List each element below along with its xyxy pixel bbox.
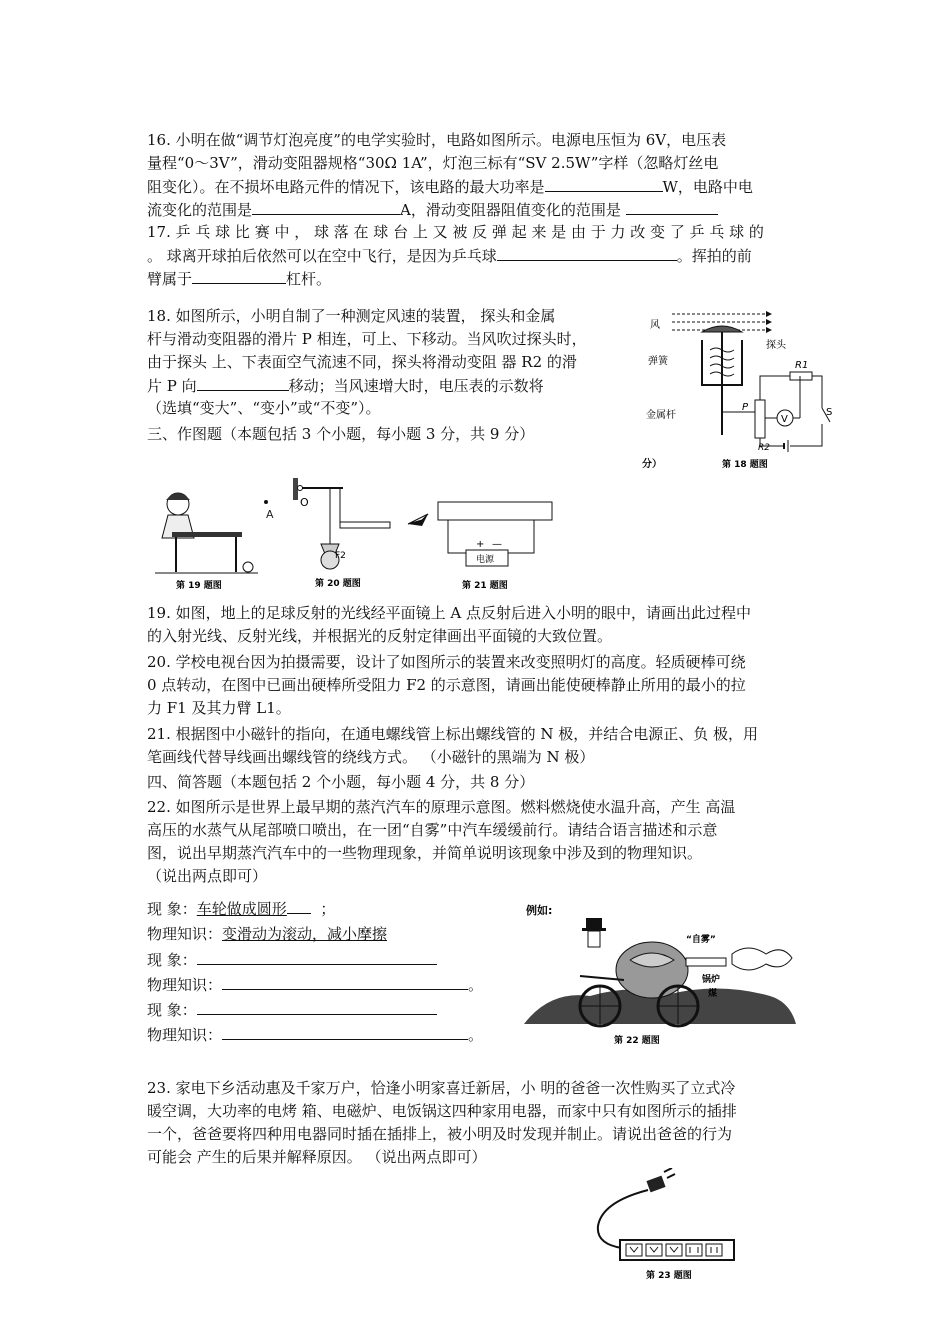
fig19-football — [243, 562, 253, 572]
fig18-r1 — [790, 372, 812, 380]
answer-blank-inertia[interactable] — [497, 245, 677, 261]
fig18-v-label: V — [781, 414, 788, 425]
q21-line2: 笔画线代替导线画出螺线管的绕线方式。 （小磁针的黑端为 N 极） — [147, 748, 595, 766]
fig21-power-label: 电源 — [476, 555, 495, 565]
fig19-point-a: A — [266, 508, 274, 521]
q17-line3-tail: 杠杆。 — [286, 270, 332, 288]
answer-blank-knowledge-1[interactable] — [222, 974, 468, 990]
q17-line1: 17. 乒 乓 球 比 赛 中 ， 球 落 在 球 台 上 又 被 反 弹 起 来 是 由 于 力 改 变 了 乒 乓 球 的 — [147, 223, 764, 241]
section-3-title: 三、作图题（本题包括 3 个小题，每小题 3 分，共 9 分） — [147, 425, 535, 443]
fig18-probe — [702, 326, 742, 332]
fig21-minus: — — [492, 539, 502, 550]
figure-21-diagram — [400, 498, 560, 592]
q19-line1: 19. 如图，地上的足球反射的光线经平面镜上 A 点反射后进入小明的眼中，请画出此过程中 — [147, 604, 751, 622]
fig20-f2-label: F2 — [335, 551, 346, 561]
q20-line1: 20. 学校电视台因为拍摄需要，设计了如图所示的装置来改变照明灯的高度。轻质硬棒可绕 — [147, 653, 746, 671]
q22-period-2: 。 — [468, 1026, 484, 1044]
q22-phenomenon-label-1: 现 象： — [147, 951, 197, 969]
q18-line5: （选填“变大”、“变小”或“不变”）。 — [147, 399, 381, 417]
q22-line3: 图，说出早期蒸汽汽车中的一些物理现象，并简单说明该现象中涉及到的物理知识。 — [147, 844, 703, 862]
q22-answer-row-1 — [147, 949, 437, 970]
fig22-fog-label: “自雾” — [686, 935, 716, 945]
q20-line2: 0 点转动，在图中已画出硬棒所受阻力 F2 的示意图，请画出能使硬棒静止所用的最小的拉 — [147, 676, 746, 694]
q18-line3: 由于探头 上、下表面空气流速不同，探头将滑动变阻 器 R2 的滑 — [147, 353, 577, 371]
q18-line4 — [147, 375, 544, 396]
q22-answer-row-4 — [147, 1024, 483, 1045]
fig21-plus: + — [476, 539, 485, 550]
q16-line4-text2: A，滑动变阻器阻值变化的范围是 — [400, 201, 621, 219]
q22-answer-row-2 — [147, 974, 483, 995]
q19-line2: 的入射光线、反射光线，并根据光的反射定律画出平面镜的大致位置。 — [147, 627, 613, 645]
fig18-fen-label: 分） — [642, 459, 662, 470]
figure-23-diagram — [592, 1168, 742, 1286]
fig22-example-label: 例如: — [526, 904, 553, 917]
q16-line3-unit: W，电路中电 — [662, 178, 753, 196]
figure-18-diagram — [640, 300, 840, 475]
q22-example-value-2: 变滑动为滚动，减小摩擦 — [222, 925, 388, 943]
answer-blank-phenomenon-2[interactable] — [197, 999, 437, 1015]
fig21-caption: 第 21 题图 — [462, 581, 508, 591]
q16-line2: 量程“0～3V”，滑动变阻器规格“30Ω 1A”，灯泡三标有“SV 2.5W”字样（忽略灯丝电 — [147, 154, 719, 172]
figure-22-diagram — [520, 898, 810, 1048]
fig20-o-label: O — [300, 496, 309, 509]
q22-knowledge-label-1: 物理知识： — [147, 976, 223, 994]
q16-line3-text: 阻变化）。在不损坏电路元件的情况下，该电路的最大功率是 — [147, 178, 545, 196]
q16-line3 — [147, 176, 753, 197]
fig22-caption: 第 22 题图 — [614, 1036, 660, 1046]
figure-19-diagram — [150, 480, 260, 592]
fig18-r2-label: R2 — [758, 443, 770, 453]
figure-22-steam-car — [520, 898, 810, 1048]
fig19-point-a-dot — [264, 500, 268, 504]
figure-19 — [150, 480, 260, 592]
fig20-stand — [340, 522, 390, 528]
q22-line4: （说出两点即可） — [147, 867, 268, 885]
q22-example-phenomenon — [147, 898, 335, 919]
q16-line4-text: 流变化的范围是 — [147, 201, 253, 219]
q18-line4-text: 片 P 向 — [147, 377, 197, 395]
q20-line3: 力 F1 及其力臂 L1。 — [147, 699, 291, 717]
figure-23-power-strip — [592, 1168, 742, 1286]
q17-line2-tail: 。挥拍的前 — [676, 247, 752, 265]
fig22-boiler — [616, 942, 688, 998]
fig18-s-label: S — [826, 407, 833, 418]
fig23-plug — [646, 1176, 665, 1193]
answer-blank-knowledge-2[interactable] — [222, 1024, 468, 1040]
q22-example-label-2: 物理知识： — [147, 925, 223, 943]
answer-blank-resistance-range[interactable] — [626, 199, 718, 215]
fig18-p-label: P — [742, 402, 749, 413]
q22-example-value-1: 车轮做成圆形 — [196, 900, 287, 918]
q18-line4-text2: 移动；当风速增大时，电压表的示数将 — [288, 377, 544, 395]
figure-21 — [400, 498, 560, 592]
answer-blank-phenomenon-1[interactable] — [197, 949, 437, 965]
fig18-probe-label: 探头 — [766, 340, 786, 351]
fig18-rod-label: 金属杆 — [646, 410, 676, 421]
q22-example-knowledge — [147, 924, 387, 944]
fig19-table — [172, 532, 242, 537]
q23-line4: 可能会 产生的后果并解释原因。 （说出两点即可） — [147, 1148, 487, 1166]
q17-line3-text: 臂属于 — [147, 270, 193, 288]
section-4-title: 四、简答题（本题包括 2 个小题，每小题 4 分，共 8 分） — [147, 773, 535, 791]
q22-answer-row-3 — [147, 999, 437, 1020]
fig23-caption: 第 23 题图 — [646, 1271, 692, 1281]
q23-line3: 一个，爸爸要将四种用电器同时插在插排上，被小明及时发现并制止。请说出爸爸的行为 — [147, 1125, 733, 1143]
fig18-caption: 第 18 题图 — [722, 460, 768, 470]
fig22-driver — [588, 931, 600, 947]
fig22-coal-label: 煤 — [708, 989, 718, 999]
q17-line2-text: 。 球离开球拍后依然可以在空中飞行，是因为乒乓球 — [147, 247, 497, 265]
q18-line2: 杆与滑动变阻器的滑片 P 相连，可上、下移动。当风吹过探头时， — [147, 330, 587, 348]
figure-18-wind-meter — [640, 300, 840, 475]
answer-blank-max-power[interactable] — [545, 176, 663, 192]
q22-knowledge-label-2: 物理知识： — [147, 1026, 223, 1044]
q23-line1: 23. 家电下乡活动惠及千家万户，恰逢小明家喜迁新居，小 明的爸爸一次性购买了立式冷 — [147, 1079, 736, 1097]
q16-line4 — [147, 199, 718, 220]
q21-line1: 21. 根据图中小磁针的指向，在通电螺线管上标出螺线管的 N 极，并结合电源正、负 极，用 — [147, 725, 759, 743]
fig18-r1-label: R1 — [795, 360, 809, 371]
q22-period-1: 。 — [468, 976, 484, 994]
q17-line2 — [147, 245, 752, 266]
q16-line1: 16. 小明在做“调节灯泡亮度”的电学实验时，电路如图所示。电源电压恒为 6V，电压表 — [147, 131, 727, 149]
q22-example-sep: ； — [320, 900, 336, 918]
answer-blank-current-range[interactable] — [252, 199, 400, 215]
fig18-wind-label: 风 — [650, 320, 660, 331]
fig22-boiler-label: 锅炉 — [702, 975, 721, 985]
answer-blank-lever-type[interactable] — [192, 268, 286, 284]
q22-line1: 22. 如图所示是世界上最早期的蒸汽汽车的原理示意图。燃料燃烧使水温升高，产生 高温 — [147, 798, 736, 816]
q22-line2: 高压的水蒸气从尾部喷口喷出，在一团“自雾”中汽车缓缓前行。请结合语言描述和示意 — [147, 821, 718, 839]
q17-line3 — [147, 268, 331, 289]
figure-20 — [285, 476, 395, 592]
fig18-rheostat — [755, 400, 765, 438]
q18-line1: 18. 如图所示，小明自制了一种测定风速的装置， 探头和金属 — [147, 307, 556, 325]
q22-example-label-1: 现 象： — [147, 900, 197, 918]
fig19-caption: 第 19 题图 — [176, 581, 222, 591]
fig20-caption: 第 20 题图 — [315, 579, 361, 589]
fig22-fog — [732, 948, 792, 970]
fig21-solenoid — [438, 502, 552, 520]
fig18-spring-label: 弹簧 — [648, 356, 668, 367]
q23-line2: 暖空调，大功率的电烤 箱、电磁炉、电饭锅这四种家用电器，而家中只有如图所示的插排 — [147, 1102, 737, 1120]
answer-blank-direction[interactable] — [197, 375, 289, 391]
fig19-boy-hair — [166, 493, 190, 500]
q22-phenomenon-label-2: 现 象： — [147, 1001, 197, 1019]
figure-20-diagram — [285, 476, 395, 592]
